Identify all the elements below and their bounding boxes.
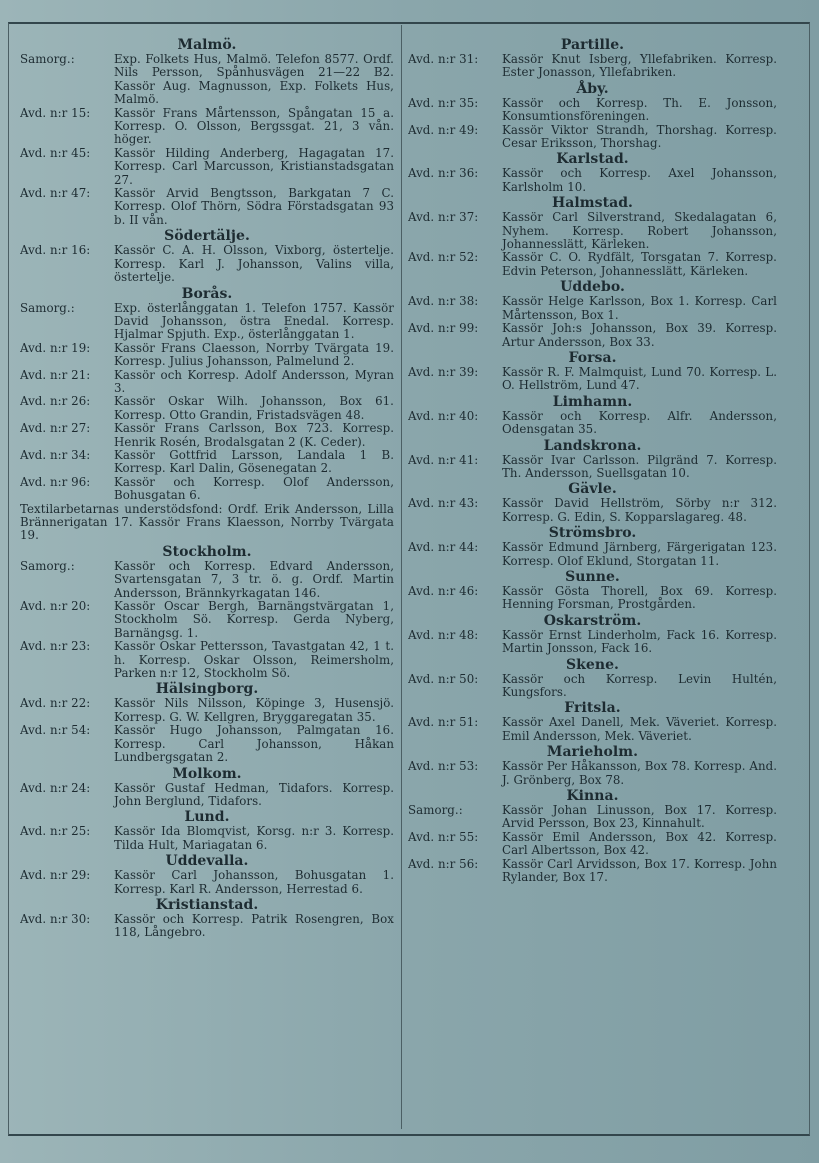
city-heading: Partille. [560, 37, 625, 53]
directory-entry [20, 107, 394, 147]
entry-text: Kassör Knut Isberg, Yllefabriken. Korresp. Ester Jonasson, Yllefabriken. [502, 52, 777, 80]
directory-entry [20, 560, 394, 600]
entry-text: Kassör Gustaf Hedman, Tidafors. Korresp. John Berglund, Tidafors. [114, 780, 394, 808]
entry-label: Avd. n:r 96: [20, 474, 91, 489]
directory-entry [20, 913, 394, 940]
entry-text: Kassör Johan Linusson, Box 17. Korresp. Arvid Persson, Box 23, Kinnahult. [502, 803, 777, 831]
entry-text: Kassör och Korresp. Alfr. Andersson, Odensgatan 35. [502, 408, 777, 437]
city-heading: Södertälje. [164, 228, 250, 245]
entry-label: Avd. n:r 47: [20, 186, 91, 201]
city-heading: Lund. [184, 809, 230, 826]
entry-text: Kassör Gottfrid Larsson, Landala 1 B. Korresp. Karl Dalin, Gösenegatan 2. [114, 447, 394, 476]
city-heading: Åby. [576, 80, 609, 97]
right-column [408, 36, 777, 1126]
city-heading: Sunne. [565, 568, 620, 585]
entry-text: Kassör Carl Silverstrand, Skedalagatan 6, Nyhem. Korresp. Robert Johansson, Johannesslätt, Kärleken. [502, 210, 777, 252]
entry-text: Kassör och Korresp. Adolf Andersson, Myran 3. [114, 367, 394, 395]
directory-entry [20, 724, 394, 764]
entry-text: Kassör Joh:s Johansson, Box 39. Korresp. Artur Andersson, Box 33. [502, 321, 777, 349]
entry-text: Kassör R. F. Malmquist, Lund 70. Korresp. L. O. Hellström, Lund 47. [502, 364, 777, 393]
entry-label: Avd. n:r 50: [408, 671, 479, 686]
entry-label: Samorg.: [20, 300, 75, 315]
entry-label: Avd. n:r 39: [408, 364, 479, 379]
entry-label: Avd. n:r 23: [20, 639, 91, 654]
entry-text: Kassör Nils Nilsson, Köpinge 3, Husensjö. Korresp. G. W. Kellgren, Bryggaregatan 35. [114, 696, 394, 724]
entry-text: Kassör Per Håkansson, Box 78. Korresp. And. J. Grönberg, Box 78. [502, 759, 777, 787]
directory-entry [408, 716, 777, 743]
entry-text: Kassör och Korresp. Levin Hultén, Kungsfors. [502, 671, 777, 699]
entry-label: Avd. n:r 54: [20, 723, 91, 738]
entry-text: Kassör David Hellström, Sörby n:r 312. Korresp. G. Edin, S. Kopparslagareg. 48. [502, 496, 777, 524]
city-heading: Gävle. [568, 481, 617, 498]
entry-label: Avd. n:r 45: [20, 145, 91, 160]
directory-entry [408, 251, 777, 278]
entry-text: Kassör Arvid Bengtsson, Barkgatan 7 C. Korresp. Olof Thörn, Södra Förstadsgatan 93 b. II vån. [114, 186, 394, 227]
entry-text: Kassör C. A. H. Olsson, Vixborg, östertelje. Korresp. Karl J. Johansson, Valins villa, östertelje. [114, 243, 394, 285]
entry-label: Avd. n:r 49: [408, 122, 479, 137]
entry-label: Avd. n:r 43: [408, 496, 479, 511]
entry-text: Kassör Ivar Carlsson. Pilgränd 7. Korresp. Th. Andersson, Suellsgatan 10. [502, 452, 777, 480]
left-column [20, 36, 394, 1126]
directory-entry [408, 53, 777, 80]
directory-entry [408, 124, 777, 151]
directory-entry [20, 449, 394, 476]
directory-entry [408, 497, 777, 524]
city-heading: Karlstad. [556, 151, 629, 168]
entry-label: Avd. n:r 46: [408, 583, 479, 598]
entry-text: Kassör och Korresp. Th. E. Jonsson, Konsumtionsföreningen. [502, 95, 777, 124]
entry-label: Avd. n:r 25: [20, 824, 91, 839]
city-heading: Borås. [181, 285, 233, 302]
city-heading: Landskrona. [543, 437, 642, 454]
city-heading: Oskarström. [543, 612, 642, 629]
city-heading: Uddebo. [560, 279, 625, 296]
entry-label: Avd. n:r 56: [408, 856, 479, 871]
directory-entry [408, 454, 777, 481]
directory-entry [408, 366, 777, 393]
entry-label: Samorg.: [408, 803, 463, 818]
directory-entry [20, 302, 394, 342]
city-heading: Kristianstad. [155, 896, 259, 913]
entry-label: Avd. n:r 31: [408, 52, 479, 66]
entry-text: Kassör Viktor Strandh, Thorshag. Korresp. Cesar Eriksson, Thorshag. [502, 122, 777, 151]
entry-label: Avd. n:r 30: [20, 911, 91, 926]
entry-text: Kassör och Korresp. Axel Johansson, Karlsholm 10. [502, 166, 777, 194]
entry-text: Kassör C. O. Rydfält, Torsgatan 7. Korresp. Edvin Peterson, Johannesslätt, Kärleken. [502, 250, 777, 278]
directory-entry [408, 410, 777, 437]
directory-entry [408, 858, 777, 885]
city-heading: Hälsingborg. [155, 681, 259, 698]
entry-label: Avd. n:r 21: [20, 367, 91, 382]
city-heading: Forsa. [568, 349, 617, 366]
entry-text: Kassör Oskar Wilh. Johansson, Box 61. Korresp. Otto Grandin, Fristadsvägen 48. [114, 394, 394, 422]
directory-entry [20, 244, 394, 284]
entry-text: Kassör Frans Carlsson, Box 723. Korresp. Henrik Rosén, Brodalsgatan 2 (K. Ceder). [114, 421, 394, 449]
entry-label: Samorg.: [20, 558, 75, 573]
entry-label: Avd. n:r 40: [408, 408, 479, 423]
city-heading: Strömsbro. [548, 525, 637, 542]
entry-text: Exp. Folkets Hus, Malmö. Telefon 8577. Ordf. Nils Persson, Spånhusvägen 21—22 B2. Kassör Aug. Magnusson, Exp. Folkets Hus, Malmö. [114, 52, 394, 107]
directory-entry [408, 804, 777, 831]
directory-entry [408, 541, 777, 568]
directory-entry [408, 585, 777, 612]
directory-entry [20, 697, 394, 724]
entry-text: Kassör Oskar Pettersson, Tavastgatan 42, 1 t. h. Korresp. Oskar Olsson, Reimersholm, Parken n:r 12, Stockholm Sö. [114, 639, 394, 681]
entry-text: Exp. österlånggatan 1. Telefon 1757. Kassör David Johansson, östra Enedal. Korresp. Hjalmar Spjuth. Exp., österlånggatan 1. [114, 300, 394, 342]
city-heading: Skene. [566, 656, 619, 673]
city-heading: Limhamn. [552, 393, 633, 410]
city-heading: Halmstad. [552, 195, 633, 212]
entry-label: Avd. n:r 26: [20, 394, 91, 409]
directory-entry [20, 147, 394, 187]
city-heading: Marieholm. [546, 744, 639, 761]
entry-label: Avd. n:r 41: [408, 452, 479, 467]
entry-text: Kassör Emil Andersson, Box 42. Korresp. Carl Albertsson, Box 42. [502, 829, 777, 858]
entry-text: Kassör Ernst Linderholm, Fack 16. Korresp. Martin Jonsson, Fack 16. [502, 627, 777, 656]
entry-text: Kassör och Korresp. Edvard Andersson, Svartensgatan 7, 3 tr. ö. g. Ordf. Martin Andersson, Brännkyrkagatan 146. [114, 558, 394, 600]
entry-label: Avd. n:r 16: [20, 243, 91, 258]
entry-text: Kassör Carl Arvidsson, Box 17. Korresp. John Rylander, Box 17. [502, 856, 777, 885]
entry-text: Kassör Hugo Johansson, Palmgatan 16. Korresp. Carl Johansson, Håkan Lundbergsgatan 2. [114, 723, 394, 765]
directory-entry [408, 295, 777, 322]
city-heading: Stockholm. [162, 543, 252, 560]
directory-entry [20, 600, 394, 640]
entry-text: Kassör Ida Blomqvist, Korsg. n:r 3. Korresp. Tilda Hult, Mariagatan 6. [114, 824, 394, 852]
directory-entry [20, 369, 394, 396]
entry-text: Kassör Oscar Bergh, Barnängstvärgatan 1, Stockholm Sö. Korresp. Gerda Nyberg, Barnängsg. 1. [114, 599, 394, 640]
city-heading: Malmö. [177, 37, 237, 53]
directory-entry [20, 53, 394, 107]
entry-label: Samorg.: [20, 52, 75, 66]
entry-text: Kassör Carl Johansson, Bohusgatan 1. Korresp. Karl R. Andersson, Herrestad 6. [114, 868, 394, 896]
entry-label: Avd. n:r 37: [408, 210, 479, 225]
entry-label: Avd. n:r 38: [408, 294, 479, 309]
directory-entry [408, 629, 777, 656]
directory-entry [408, 211, 777, 251]
entry-text: Kassör Edmund Järnberg, Färgerigatan 123. Korresp. Olof Eklund, Storgatan 11. [502, 540, 777, 568]
city-heading: Uddevalla. [165, 853, 249, 870]
directory-entry [408, 673, 777, 700]
entry-text: Kassör Gösta Thorell, Box 69. Korresp. Henning Forsman, Prostgården. [502, 583, 777, 612]
directory-entry [20, 342, 394, 369]
directory-entry [20, 476, 394, 503]
entry-text: Kassör Axel Danell, Mek. Väveriet. Korresp. Emil Andersson, Mek. Väveriet. [502, 715, 777, 743]
directory-entry [408, 760, 777, 787]
entry-label: Avd. n:r 22: [20, 696, 91, 711]
fund-note: Textilarbetarnas understödsfond: Ordf. Erik Andersson, Lilla Brännerigatan 17. Kassör Frans Klaesson, Norrby Tvärgata 19. [20, 501, 394, 543]
entry-label: Avd. n:r 44: [408, 540, 479, 555]
directory-entry [20, 395, 394, 422]
entry-label: Avd. n:r 15: [20, 105, 91, 120]
city-heading: Fritsla. [564, 700, 621, 717]
entry-text: Kassör Frans Claesson, Norrby Tvärgata 19. Korresp. Julius Johansson, Palmelund 2. [114, 340, 394, 369]
column-divider [401, 25, 402, 1129]
directory-entry [20, 422, 394, 449]
entry-label: Avd. n:r 36: [408, 166, 479, 181]
entry-text: Kassör och Korresp. Patrik Rosengren, Box 118, Långebro. [114, 911, 394, 940]
entry-label: Avd. n:r 35: [408, 95, 479, 110]
entry-label: Avd. n:r 51: [408, 715, 479, 730]
directory-entry [20, 869, 394, 896]
entry-label: Avd. n:r 27: [20, 421, 91, 436]
directory-entry [20, 782, 394, 809]
entry-label: Avd. n:r 48: [408, 627, 479, 642]
directory-entry [408, 97, 777, 124]
directory-entry [408, 322, 777, 349]
directory-entry [408, 167, 777, 194]
entry-text: Kassör Hilding Anderberg, Hagagatan 17. Korresp. Carl Marcusson, Kristianstadsgatan 27. [114, 145, 394, 187]
directory-entry [20, 640, 394, 680]
city-heading: Kinna. [566, 788, 619, 805]
entry-label: Avd. n:r 19: [20, 340, 91, 355]
directory-entry [408, 831, 777, 858]
entry-label: Avd. n:r 20: [20, 599, 91, 614]
entry-label: Avd. n:r 53: [408, 759, 479, 774]
entry-text: Kassör Helge Karlsson, Box 1. Korresp. Carl Mårtensson, Box 1. [502, 294, 777, 322]
entry-label: Avd. n:r 29: [20, 868, 91, 883]
entry-text: Kassör och Korresp. Olof Andersson, Bohusgatan 6. [114, 474, 394, 503]
entry-text: Kassör Frans Mårtensson, Spångatan 15 a. Korresp. O. Olsson, Bergssgat. 21, 3 vån. höger. [114, 105, 394, 147]
entry-label: Avd. n:r 55: [408, 829, 479, 844]
entry-label: Avd. n:r 24: [20, 780, 91, 795]
entry-label: Avd. n:r 34: [20, 447, 91, 462]
entry-label: Avd. n:r 99: [408, 321, 479, 336]
city-heading: Molkom. [172, 765, 242, 782]
entry-label: Avd. n:r 52: [408, 250, 479, 265]
directory-entry [20, 825, 394, 852]
directory-entry [20, 187, 394, 227]
